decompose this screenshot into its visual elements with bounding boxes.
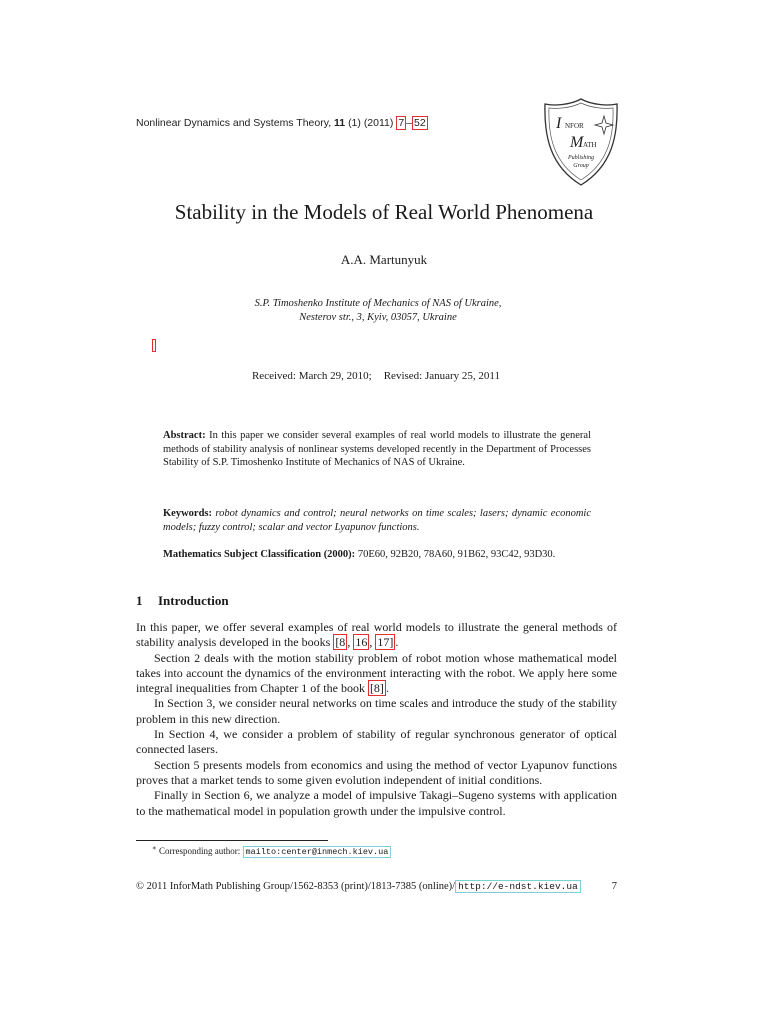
citation-8-second[interactable]: [8] bbox=[369, 681, 384, 696]
msc-codes: 70E60, 92B20, 78A60, 91B62, 93C42, 93D30. bbox=[357, 549, 556, 560]
affiliation-line-2: Nesterov str., 3, Kyiv, 03057, Ukraine bbox=[299, 312, 457, 323]
paragraph-1: In this paper, we offer several examples of real world models to illustrate the general methods of stability analysis developed in the books [8 , 16 , 17] . bbox=[136, 620, 617, 650]
affiliation bbox=[0, 297, 756, 325]
logo-group: Group bbox=[573, 163, 589, 169]
page-number: 7 bbox=[611, 881, 617, 892]
logo-text-nfor: NFOR bbox=[565, 122, 584, 130]
paragraph-2 bbox=[136, 651, 617, 697]
corresponding-email-link[interactable]: mailto:center@inmech.kiev.ua bbox=[243, 846, 392, 858]
annotation-marker[interactable] bbox=[152, 339, 156, 352]
abstract bbox=[163, 429, 591, 470]
paragraph-2-text: Section 2 deals with the motion stability problem of robot motion whose mathematical model takes into account the dynamics of the environment interacting with the robot. We apply here some integral inequalities from Chapter 1 of the book bbox=[136, 650, 617, 696]
journal-citation bbox=[136, 117, 428, 129]
paragraph-1-end: . bbox=[395, 635, 399, 650]
paragraph-6: Finally in Section 6, we analyze a model of impulsive Takagi–Sugeno systems with application to the mathematical model in population growth under the impulsive control. bbox=[136, 788, 617, 818]
logo-text-ath: ATH bbox=[583, 141, 597, 149]
footnote bbox=[152, 844, 391, 857]
footnote-rule bbox=[136, 840, 328, 841]
section-heading bbox=[136, 593, 229, 609]
journal-url-link[interactable]: http://e-ndst.kiev.ua bbox=[455, 880, 581, 893]
copyright-text: © 2011 InforMath Publishing Group/1562-8353 (print)/1813-7385 (online)/ bbox=[136, 881, 456, 892]
received-date: Received: March 29, 2010; bbox=[251, 370, 372, 382]
footnote-label: Corresponding author: bbox=[159, 846, 241, 856]
msc-label: Mathematics Subject Classification (2000): bbox=[163, 549, 356, 560]
abstract-label: Abstract: bbox=[163, 430, 206, 441]
abstract-text: In this paper we consider several examples of real world models to illustrate the general methods of stability analysis of nonlinear systems developed recently in the Department of Processes Stability of S.P. Timoshenko Institute of Mechanics of NAS of Ukraine. bbox=[163, 430, 592, 469]
journal-name: Nonlinear Dynamics and Systems Theory, bbox=[136, 117, 332, 129]
journal-volume: 11 bbox=[334, 117, 346, 129]
logo-letter-i: I bbox=[556, 115, 562, 132]
paragraph-2-end: . bbox=[385, 681, 389, 696]
footnote-mark: ∗ bbox=[152, 844, 157, 852]
page-start-link[interactable]: 7 bbox=[398, 117, 405, 129]
section-title: Introduction bbox=[158, 593, 229, 608]
paper-author: A.A. Martunyuk bbox=[340, 252, 428, 267]
section-number: 1 bbox=[136, 593, 143, 608]
keywords-text: robot dynamics and control; neural networks on time scales; lasers; dynamic economic models; fuzzy control; scalar and vector Lyapunov functions. bbox=[163, 508, 592, 533]
received-dates bbox=[0, 370, 752, 382]
msc-classification bbox=[163, 548, 591, 562]
paragraph-1-text: In this paper, we offer several examples of real world models to illustrate the general methods of stability analysis developed in the books bbox=[136, 620, 617, 650]
paragraph-5: Section 5 presents models from economics and using the method of vector Lyapunov functions proves that a market tends to some given evolution independent of initial conditions. bbox=[136, 757, 617, 787]
page-dash: – bbox=[406, 117, 412, 129]
page-end-link[interactable]: 52 bbox=[414, 117, 426, 129]
logo-letter-m: M bbox=[570, 134, 584, 151]
shield-compass-icon bbox=[540, 96, 622, 188]
affiliation-line-1: S.P. Timoshenko Institute of Mechanics of NAS of Ukraine, bbox=[254, 298, 502, 309]
paragraph-4: In Section 4, we consider a problem of stability of regular synchronous generator of optical connected lasers. bbox=[136, 727, 617, 757]
logo-publishing: Publishing bbox=[567, 155, 595, 161]
keywords-label: Keywords: bbox=[163, 508, 212, 519]
copyright-line bbox=[136, 881, 617, 892]
citation-17[interactable]: 17] bbox=[377, 635, 394, 650]
citation-16[interactable]: 16 bbox=[355, 635, 368, 650]
journal-issue-year: (1) (2011) bbox=[348, 117, 394, 129]
publisher-logo bbox=[540, 96, 622, 188]
keywords bbox=[163, 507, 591, 535]
paragraph-3: In Section 3, we consider neural networks on time scales and introduce the study of the stability problem in this new direction. bbox=[136, 696, 617, 726]
citation-8[interactable]: [8 bbox=[335, 635, 346, 650]
revised-date: Revised: January 25, 2011 bbox=[383, 370, 501, 382]
introduction-body bbox=[136, 620, 617, 819]
paper-title: Stability in the Models of Real World Phenomena bbox=[174, 200, 594, 224]
